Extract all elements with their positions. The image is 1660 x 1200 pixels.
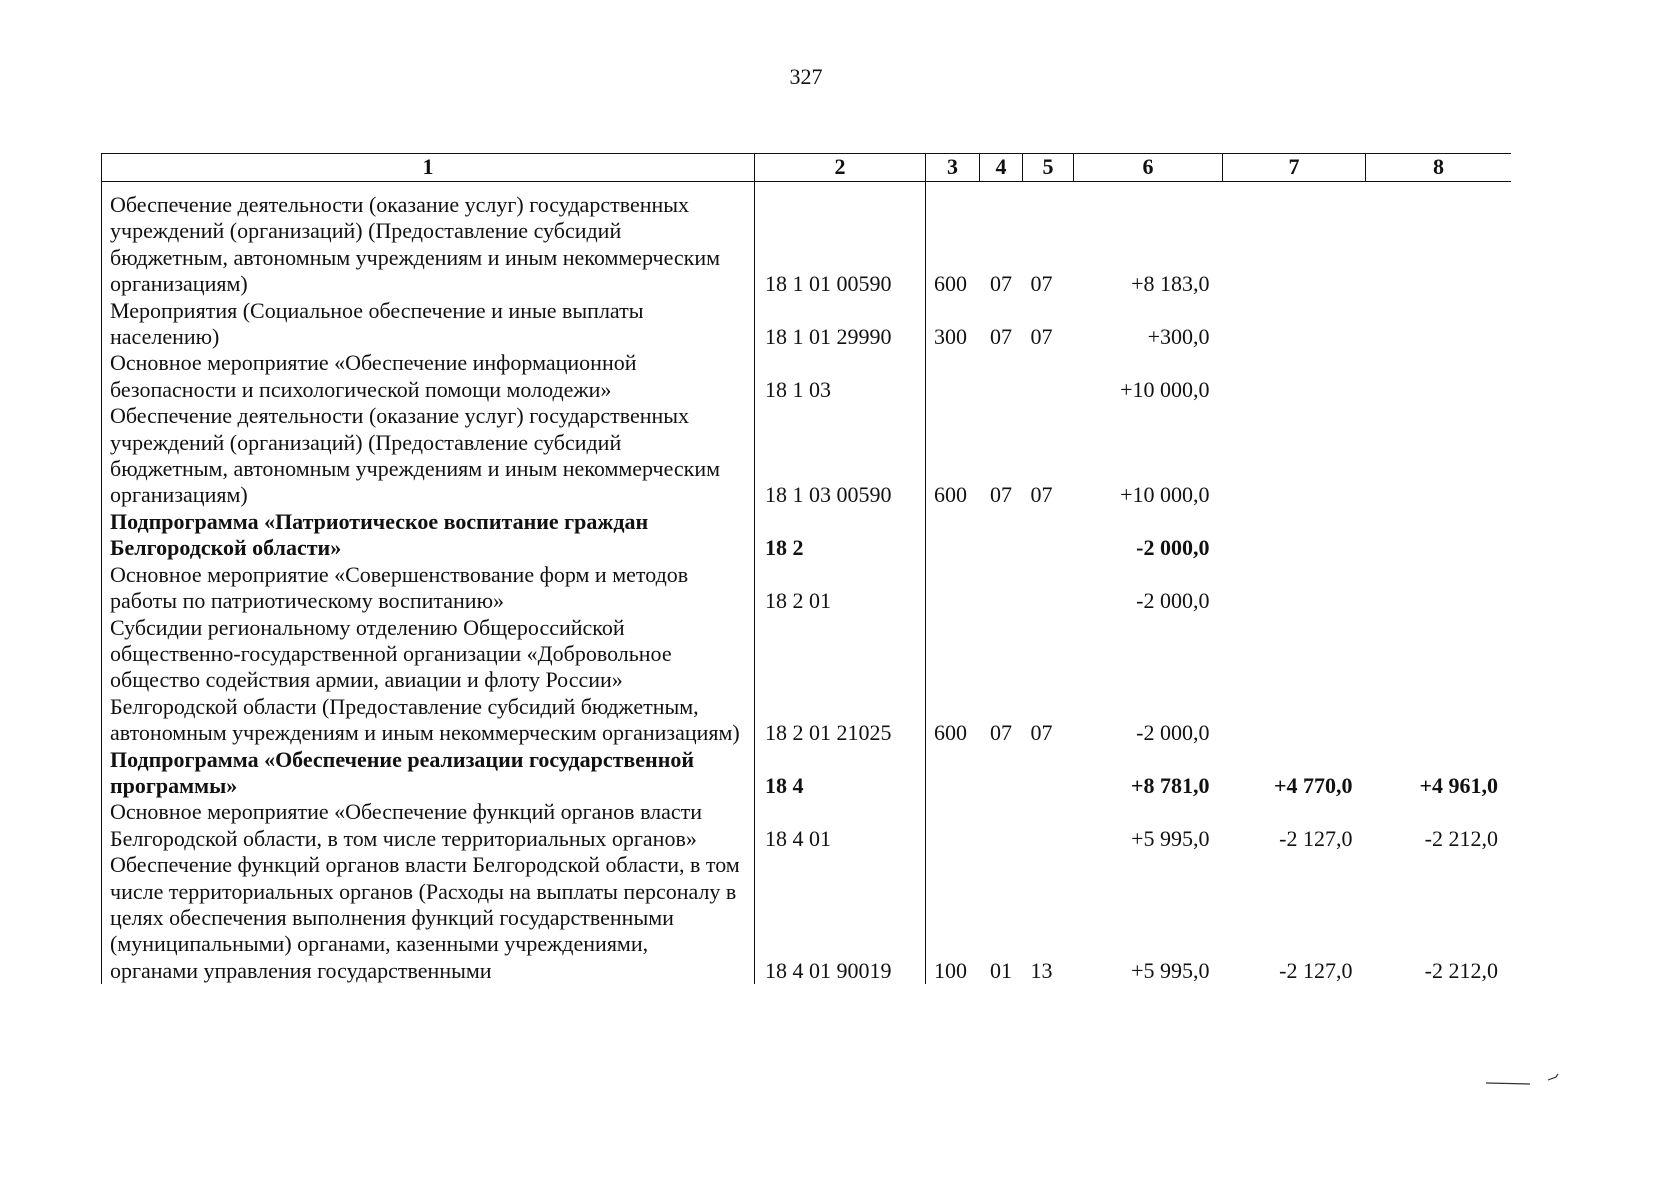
table-row — [102, 747, 1512, 800]
row-code: 18 4 01 90019 — [755, 852, 926, 984]
row-amount-col7 — [1223, 182, 1366, 298]
row-amount-col8: +4 961,0 — [1366, 747, 1512, 800]
table-row — [102, 350, 1512, 403]
table-row — [102, 509, 1512, 562]
row-subsection — [1023, 562, 1074, 615]
row-section: 07 — [990, 482, 1012, 508]
table-body — [102, 182, 1512, 985]
row-expense-type — [926, 350, 980, 403]
row-amount-col8 — [1366, 509, 1512, 562]
row-name: Основное мероприятие «Обеспечение информационной безопасности и психологической помощи молодежи» — [102, 350, 755, 403]
row-subsection — [1023, 350, 1074, 403]
row-amount-col6: -2 000,0 — [1136, 720, 1210, 746]
column-header-2: 2 — [755, 154, 926, 182]
row-amount-col7 — [1223, 403, 1366, 509]
row-expense-type: 600 — [926, 182, 980, 298]
row-section: 01 — [990, 957, 1012, 983]
row-section — [980, 509, 1023, 562]
row-subsection: 07 — [1030, 720, 1053, 746]
column-header-6: 6 — [1074, 154, 1223, 182]
row-code: 18 4 01 — [755, 799, 926, 852]
row-subsection — [1023, 509, 1074, 562]
row-subsection: 07 — [1030, 324, 1053, 350]
table-row — [102, 562, 1512, 615]
row-name: Мероприятия (Социальное обеспечение и иные выплаты населению) — [102, 298, 755, 351]
scan-mark — [1486, 1072, 1560, 1086]
row-amount-col7: +4 770,0 — [1273, 772, 1353, 798]
row-amount-col6: +5 995,0 — [1131, 825, 1210, 851]
row-expense-type: 100 — [926, 852, 980, 984]
page-number: 327 — [789, 64, 823, 89]
row-name: Основное мероприятие «Обеспечение функций органов власти Белгородской области, в том числе территориальных органов» — [102, 799, 755, 852]
row-amount-col7 — [1223, 615, 1366, 747]
row-amount-col8 — [1366, 403, 1512, 509]
table-header-row — [102, 154, 1512, 182]
column-header-5: 5 — [1023, 154, 1074, 182]
row-expense-type: 300 — [926, 298, 980, 351]
row-code: 18 1 03 00590 — [755, 403, 926, 509]
row-section: 07 — [990, 271, 1012, 297]
table-row — [102, 403, 1512, 509]
row-code: 18 1 03 — [755, 350, 926, 403]
row-amount-col6: -2 000,0 — [1136, 535, 1210, 561]
row-code: 18 2 01 — [755, 562, 926, 615]
row-name: Основное мероприятие «Совершенствование форм и методов работы по патриотическому воспитанию» — [102, 562, 755, 615]
row-amount-col6: +10 000,0 — [1120, 376, 1210, 402]
row-amount-col7 — [1223, 298, 1366, 351]
row-section — [980, 562, 1023, 615]
row-amount-col8 — [1366, 350, 1512, 403]
row-section: 07 — [990, 324, 1012, 350]
column-header-8: 8 — [1366, 154, 1512, 182]
row-name: Обеспечение деятельности (оказание услуг) государственных учреждений (организаций) (Предоставление субсидий бюджетным, автономным учреждениям и иным некоммерческим организациям) — [102, 403, 755, 509]
table-row — [102, 182, 1512, 298]
column-header-7: 7 — [1223, 154, 1366, 182]
row-expense-type — [926, 562, 980, 615]
table-row — [102, 298, 1512, 351]
row-amount-col8 — [1366, 182, 1512, 298]
row-subsection: 13 — [1030, 957, 1053, 983]
row-code: 18 1 01 29990 — [755, 298, 926, 351]
table-row — [102, 615, 1512, 747]
table-row — [102, 852, 1512, 984]
row-subsection: 07 — [1030, 271, 1053, 297]
row-amount-col7 — [1223, 509, 1366, 562]
row-name: Подпрограмма «Обеспечение реализации государственной программы» — [102, 747, 755, 800]
row-amount-col8 — [1366, 615, 1512, 747]
row-amount-col6: -2 000,0 — [1136, 588, 1210, 614]
row-amount-col6: +8 781,0 — [1130, 772, 1210, 798]
column-header-1: 1 — [102, 154, 755, 182]
row-amount-col6: +8 183,0 — [1131, 271, 1210, 297]
row-section: 07 — [990, 720, 1012, 746]
row-amount-col8 — [1366, 562, 1512, 615]
row-expense-type — [926, 509, 980, 562]
budget-table-container — [101, 153, 1511, 1015]
row-subsection — [1023, 747, 1074, 800]
row-code: 18 4 — [755, 747, 926, 800]
budget-table — [101, 153, 1511, 984]
row-name: Субсидии региональному отделению Общероссийской общественно-государственной организации «Добровольное общество содействия армии, авиации и флоту России» Белгородской области (Предоставление субсидий бюджетным, автономным учреждениям и иным некоммерческим организациям) — [102, 615, 755, 747]
row-amount-col6: +5 995,0 — [1131, 957, 1210, 983]
row-subsection — [1023, 799, 1074, 852]
row-amount-col7 — [1223, 350, 1366, 403]
table-row — [102, 799, 1512, 852]
row-name: Подпрограмма «Патриотическое воспитание граждан Белгородской области» — [102, 509, 755, 562]
row-section — [980, 799, 1023, 852]
row-amount-col8: -2 212,0 — [1366, 799, 1512, 852]
row-amount-col7 — [1223, 562, 1366, 615]
row-amount-col7: -2 127,0 — [1279, 825, 1353, 851]
row-expense-type: 600 — [926, 403, 980, 509]
row-section — [980, 747, 1023, 800]
row-code: 18 2 01 21025 — [755, 615, 926, 747]
row-expense-type — [926, 747, 980, 800]
column-header-3: 3 — [926, 154, 980, 182]
row-amount-col8: -2 212,0 — [1366, 852, 1512, 984]
row-code: 18 1 01 00590 — [755, 182, 926, 298]
row-name: Обеспечение деятельности (оказание услуг) государственных учреждений (организаций) (Предоставление субсидий бюджетным, автономным учреждениям и иным некоммерческим организациям) — [102, 182, 755, 298]
row-amount-col6: +300,0 — [1147, 324, 1210, 350]
column-header-4: 4 — [980, 154, 1023, 182]
row-subsection: 07 — [1030, 482, 1053, 508]
row-amount-col8 — [1366, 298, 1512, 351]
row-name: Обеспечение функций органов власти Белгородской области, в том числе территориальных органов (Расходы на выплаты персоналу в целях обеспечения выполнения функций государственными (муниципальными) органами, казенными учреждениями, органами управления государственными — [102, 852, 755, 984]
row-expense-type: 600 — [926, 615, 980, 747]
row-amount-col7: -2 127,0 — [1279, 957, 1353, 983]
row-section — [980, 350, 1023, 403]
row-code: 18 2 — [755, 509, 926, 562]
row-amount-col6: +10 000,0 — [1120, 482, 1210, 508]
row-expense-type — [926, 799, 980, 852]
